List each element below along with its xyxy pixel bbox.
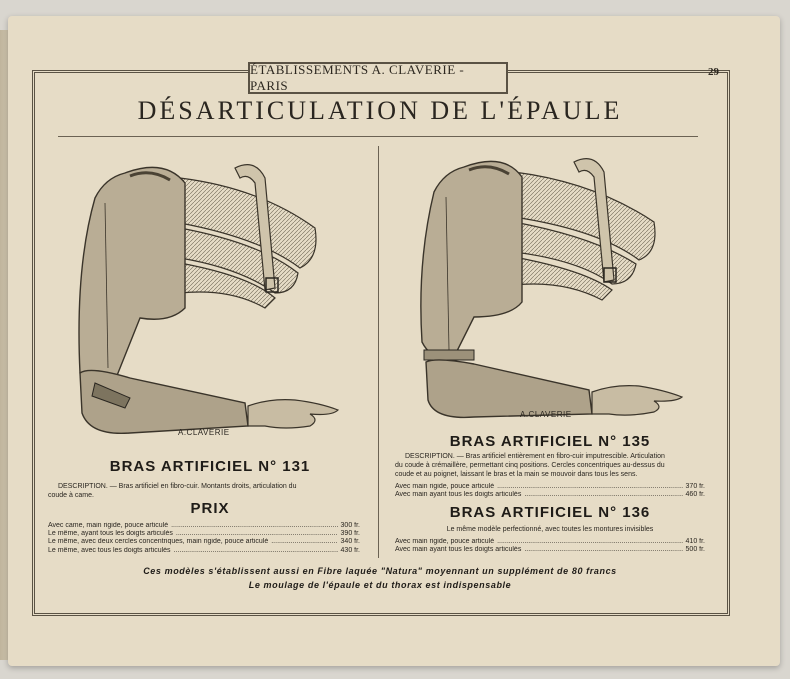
right-price-list-136 [395, 538, 705, 554]
price-row [395, 483, 705, 491]
prix-heading: PRIX [190, 500, 230, 517]
left-description-line: DESCRIPTION. — Bras artificiel en fibro-cuir. Montants droits, articulation du [58, 483, 297, 490]
footer-note-1: Ces modèles s'établissent aussi en Fibre laquée "Natura" moyennant un supplément de 80 francs [143, 566, 617, 576]
price-row [395, 546, 705, 554]
prosthetic-arm-135-illustration [414, 152, 684, 432]
footer-note-2: Le moulage de l'épaule et du thorax est indispensable [248, 580, 512, 590]
left-price-list [48, 522, 360, 555]
price-value: 410 fr. [685, 538, 705, 545]
page-title: DÉSARTICULATION DE L'ÉPAULE [137, 96, 623, 125]
page-number: 29 [708, 66, 719, 78]
title-rule [58, 136, 698, 137]
right-heading-136: BRAS ARTIFICIEL N° 136 [449, 504, 651, 521]
price-label: Avec main ayant tous les doigts articulés [395, 546, 522, 554]
left-image-caption: A.CLAVERIE [178, 428, 230, 437]
left-heading: BRAS ARTIFICIEL N° 131 [109, 458, 311, 475]
price-value: 370 fr. [685, 483, 705, 490]
price-label: Le même, avec tous les doigts articulés [48, 546, 171, 554]
price-value: 460 fr. [685, 491, 705, 499]
price-label: Avec main ayant tous les doigts articulés [395, 491, 522, 499]
price-row [395, 491, 705, 499]
right-description-line: coude et au poignet, laissant le bras et la main se mouvoir dans tous les sens. [395, 471, 638, 478]
header-banner [248, 62, 508, 94]
price-label: Avec came, main rigide, pouce articulé [48, 522, 169, 529]
price-value: 340 fr. [340, 538, 360, 546]
right-price-list-135 [395, 483, 705, 499]
price-label: Le même, avec deux cercles concentriques, main rigide, pouce articulé [48, 538, 269, 546]
right-image-caption: A.CLAVERIE [520, 410, 572, 419]
price-row [395, 538, 705, 546]
price-value: 430 fr. [340, 546, 360, 554]
right-subtitle-136: Le même modèle perfectionné, avec toutes les montures invisibles [446, 526, 654, 533]
right-description-line: DESCRIPTION. — Bras artificiel entièrement en fibro-cuir imputrescible. Articulation [405, 453, 665, 460]
right-description-line: du coude à crémaillère, permettant cinq positions. Cercles concentriques au-dessus du [395, 462, 665, 469]
price-row [48, 538, 360, 546]
price-value: 390 fr. [340, 530, 360, 538]
prosthetic-arm-131-illustration [70, 158, 340, 448]
price-row [48, 530, 360, 538]
left-description [48, 482, 368, 500]
right-description [395, 452, 710, 479]
price-row [48, 522, 360, 530]
price-label: Le même, ayant tous les doigts articulés [48, 530, 173, 538]
price-value: 500 fr. [685, 546, 705, 554]
left-description-line: coude à came. [48, 492, 94, 499]
price-value: 300 fr. [340, 522, 360, 529]
right-heading-135: BRAS ARTIFICIEL N° 135 [449, 433, 651, 450]
price-row [48, 547, 360, 555]
price-label: Avec main rigide, pouce articulé [395, 538, 495, 545]
price-label: Avec main rigide, pouce articulé [395, 483, 495, 490]
column-divider [378, 146, 379, 558]
header-label: ÉTABLISSEMENTS A. CLAVERIE - PARIS [250, 62, 465, 93]
